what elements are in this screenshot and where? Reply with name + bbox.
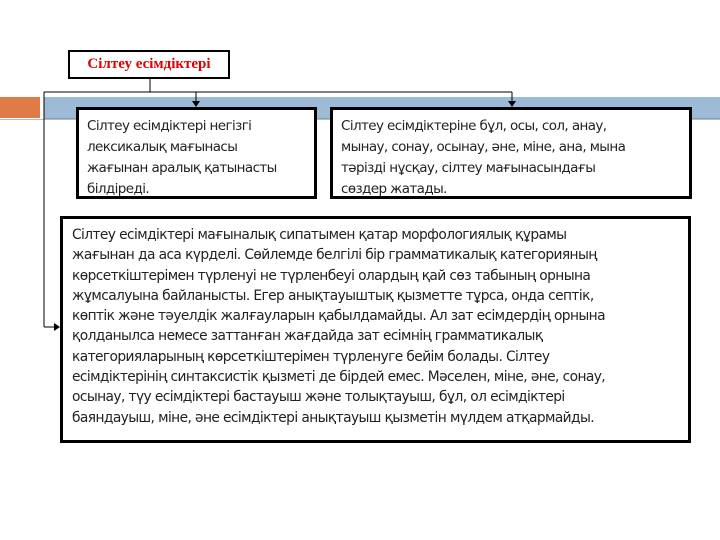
- text-line: жұмсалуына байланысты. Егер анықтауыштық қызметте тұрса, онда септік,: [72, 287, 594, 304]
- text-line: сөздер жатады.: [341, 181, 447, 197]
- text-line: көптік және тәуелдік жалғауларын қабылдамайды. Ал зат есімдердің орнына: [72, 308, 605, 325]
- text-line: жағынан да аса күрделі. Сөйлемде белгілі бір грамматикалық категорияның: [72, 247, 597, 264]
- text-line: лексикалық мағынасы: [87, 139, 238, 155]
- definition-box: [76, 107, 317, 199]
- text-line: көрсеткіштерімен түрленуі не түрленбеуі олардың қай сөз табының орнына: [72, 267, 591, 284]
- text-line: жағынан аралық қатынасты: [87, 160, 277, 176]
- text-line: мынау, сонау, осынау, әне, міне, ана, мына: [341, 139, 626, 155]
- text-line: осынау, түу есімдіктері бастауыш және толықтауыш, бұл, ол есімдіктері: [72, 389, 565, 406]
- text-line: Сілтеу есімдіктері мағыналық сипатымен қатар морфологиялық құрамы: [72, 227, 567, 243]
- diagram-title: Сілтеу есімдіктері: [87, 56, 211, 72]
- text-line: баяндауыш, міне, әне есімдіктері анықтауыш қызметін мүлдем атқармайды.: [72, 409, 595, 426]
- text-line: тәрізді нұсқау, сілтеу мағынасындағы: [341, 160, 596, 176]
- text-line: есімдіктерінің синтаксистік қызметі де бірдей емес. Мәселен, міне, әне, сонау,: [72, 369, 606, 386]
- examples-box: [330, 107, 692, 199]
- text-line: категорияларының көрсеткіштерімен түрленуге бейім болады. Сілтеу: [72, 348, 550, 365]
- diagram-title-box: [68, 50, 230, 79]
- text-line: қолданылса немесе заттанған жағдайда зат есімнің грамматикалық: [72, 328, 543, 345]
- description-box: [60, 216, 691, 443]
- text-line: Сілтеу есімдіктеріне бұл, осы, сол, анау,: [341, 118, 607, 134]
- text-line: білдіреді.: [87, 181, 150, 197]
- text-line: Сілтеу есімдіктері негізгі: [87, 118, 252, 134]
